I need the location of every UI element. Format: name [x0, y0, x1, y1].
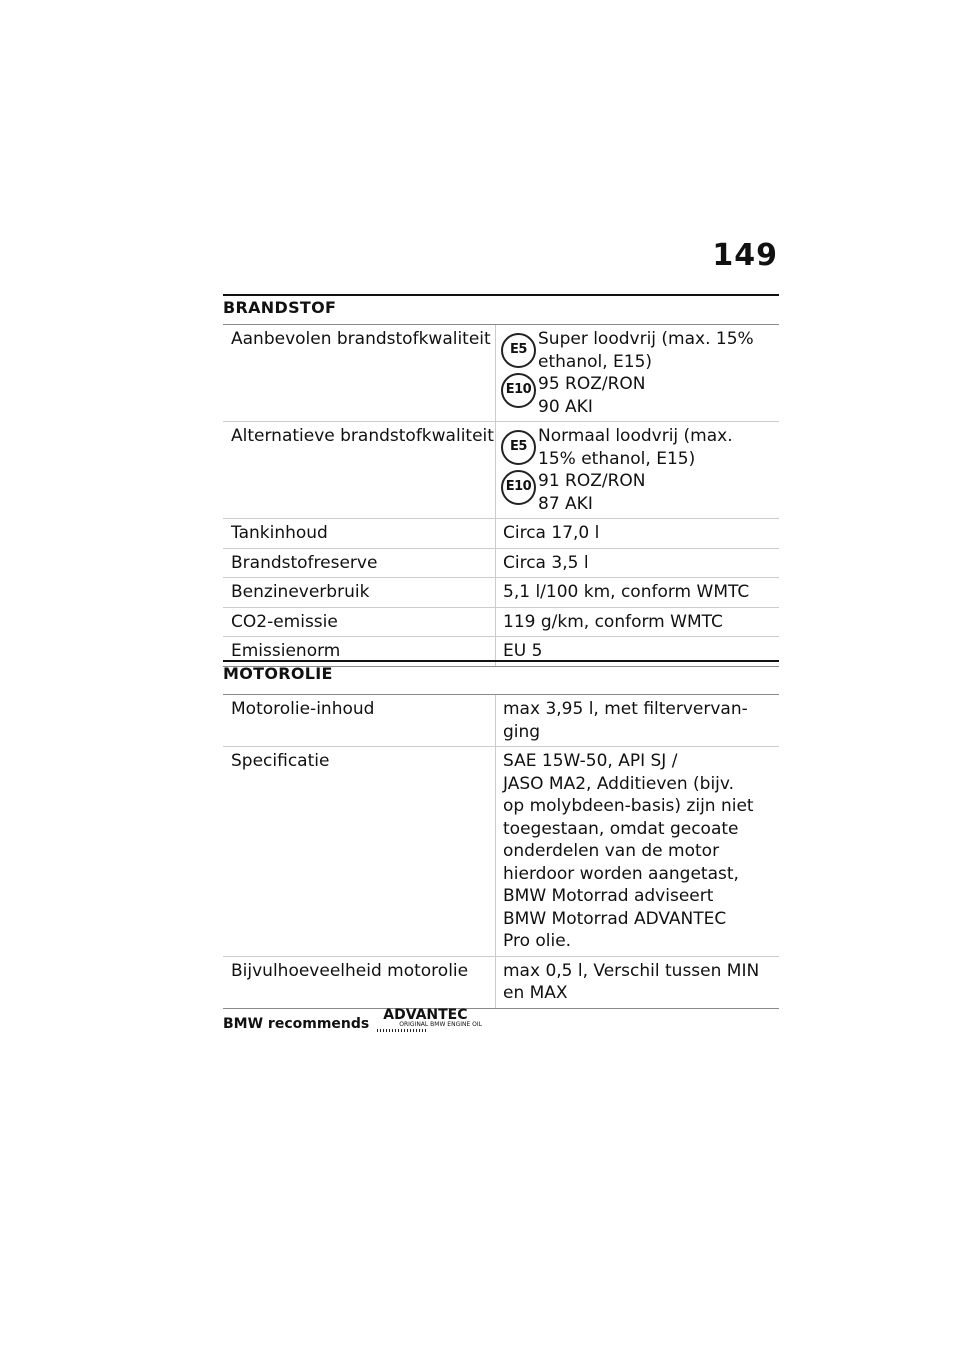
row-value: Circa 17,0 l: [495, 519, 779, 548]
row-value: [495, 325, 779, 421]
motorolie-title: MOTOROLIE: [223, 660, 779, 694]
row-label: Specificatie: [231, 751, 330, 771]
e5-fuel-icon: E5: [501, 430, 536, 465]
row-label: Bijvulhoeveelheid motorolie: [231, 960, 469, 981]
advantec-stripe: [377, 1029, 427, 1032]
row-value: EU 5: [495, 637, 779, 666]
brandstof-section: [223, 294, 779, 667]
fuel-text: Normaal loodvrij (max. 15% ethanol, E15) 91 ROZ/RON 87 AKI: [538, 426, 733, 514]
row-value: [495, 422, 779, 518]
row-label: Motorolie-inhoud: [231, 699, 375, 719]
brandstof-table: [223, 324, 779, 667]
motorolie-table: [223, 694, 779, 1009]
table-row: [223, 956, 779, 1008]
row-value: SAE 15W-50, API SJ / JASO MA2, Additieven (bijv. op molybdeen-basis) zijn niet toegestaan, omdat gecoate onderdelen van de motor hierdoor worden aangetast, BMW Motorrad adviseert BMW Motorrad ADVANTEC Pro olie.: [495, 747, 779, 956]
e10-fuel-icon: E10: [501, 470, 536, 505]
table-row: [223, 607, 779, 637]
page-number: 149: [712, 238, 778, 273]
e10-fuel-icon: E10: [501, 373, 536, 408]
row-value: 5,1 l/100 km, conform WMTC: [495, 578, 779, 607]
row-label: CO2-emissie: [231, 611, 338, 632]
table-row: [223, 577, 779, 607]
table-row: [223, 548, 779, 578]
row-value: 119 g/km, conform WMTC: [495, 608, 779, 637]
e5-fuel-icon: E5: [501, 333, 536, 368]
row-label: Aanbevolen brandstofkwaliteit: [231, 329, 491, 349]
table-row: [223, 421, 779, 518]
bmw-recommends-logo: [223, 1008, 482, 1032]
motorolie-section: [223, 660, 779, 1009]
table-row: [223, 746, 779, 956]
row-label: Brandstofreserve: [231, 552, 378, 573]
row-value: max 0,5 l, Verschil tussen MIN en MAX: [495, 957, 779, 1008]
table-row: [223, 694, 779, 746]
fuel-text: Super loodvrij (max. 15% ethanol, E15) 95 ROZ/RON 90 AKI: [538, 329, 754, 417]
advantec-name: ADVANTEC: [383, 1007, 468, 1023]
fuel-badges: [501, 333, 536, 413]
row-label: Tankinhoud: [231, 523, 328, 543]
row-value: Circa 3,5 l: [495, 549, 779, 578]
brandstof-title: BRANDSTOF: [223, 294, 779, 324]
bmw-recommends-text: BMW recommends: [223, 1016, 370, 1032]
row-value: max 3,95 l, met filtervervan- ging: [495, 695, 779, 746]
row-label: Emissienorm: [231, 641, 341, 661]
row-label: Alternatieve brandstofkwaliteit: [231, 426, 494, 446]
fuel-badges: [501, 430, 536, 510]
table-row: [223, 324, 779, 421]
table-row: [223, 518, 779, 548]
row-label: Benzineverbruik: [231, 582, 370, 602]
advantec-logo: [377, 1008, 482, 1032]
advantec-subtitle: ORIGINAL BMW ENGINE OIL: [399, 1021, 483, 1028]
